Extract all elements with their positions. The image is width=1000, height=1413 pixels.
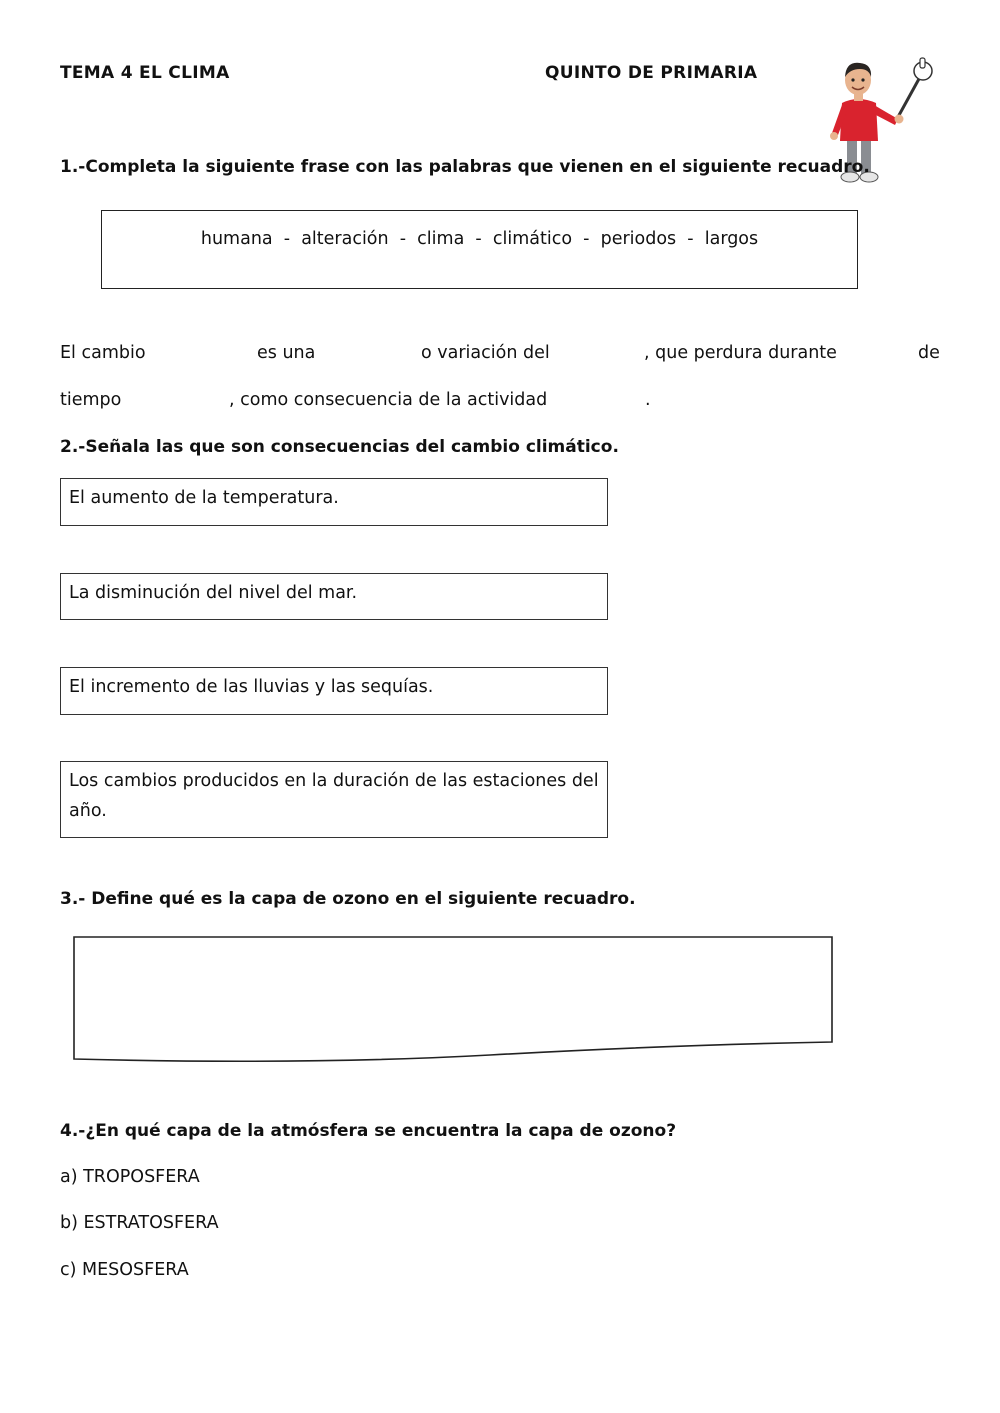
blank-4[interactable] <box>835 343 910 365</box>
answer-option-b[interactable]: b) ESTRATOSFERA <box>60 1213 219 1233</box>
topic-title: TEMA 4 EL CLIMA <box>60 63 230 83</box>
sentence-part-5: de <box>918 343 940 363</box>
blank-2[interactable] <box>320 343 415 365</box>
sentence-part-1: El cambio <box>60 343 146 363</box>
question-2-prompt: 2.-Señala las que son consecuencias del cambio climático. <box>60 437 619 457</box>
sentence-part-6: tiempo <box>60 390 122 410</box>
ozone-definition-answer-box[interactable] <box>70 933 840 1073</box>
word-bank-box <box>101 210 858 289</box>
blank-3[interactable] <box>550 343 640 365</box>
blank-6[interactable] <box>535 390 640 412</box>
sentence-part-2: es una <box>257 343 316 363</box>
answer-option-a[interactable]: a) TROPOSFERA <box>60 1167 200 1187</box>
answer-option-c[interactable]: c) MESOSFERA <box>60 1260 189 1280</box>
blank-1[interactable] <box>150 343 250 365</box>
sentence-part-4: , que perdura durante <box>644 343 837 363</box>
question-3-prompt: 3.- Define qué es la capa de ozono en el siguiente recuadro. <box>60 889 636 909</box>
consequence-option-2[interactable]: La disminución del nivel del mar. <box>60 573 608 620</box>
sentence-part-3: o variación del <box>421 343 550 363</box>
sentence-part-8: . <box>645 390 651 410</box>
sentence-part-7: , como consecuencia de la actividad <box>229 390 548 410</box>
consequence-option-1[interactable]: El aumento de la temperatura. <box>60 478 608 526</box>
consequence-option-3[interactable]: El incremento de las lluvias y las sequías. <box>60 667 608 715</box>
word-bank-text: humana - alteración - clima - climático - periodos - largos <box>200 229 759 249</box>
question-1-prompt: 1.-Completa la siguiente frase con las palabras que vienen en el siguiente recuadro. <box>60 157 870 177</box>
blank-5[interactable] <box>125 390 225 412</box>
question-4-prompt: 4.-¿En qué capa de la atmósfera se encuentra la capa de ozono? <box>60 1121 677 1141</box>
consequence-option-4[interactable]: Los cambios producidos en la duración de las estaciones del año. <box>60 761 608 838</box>
grade-title: QUINTO DE PRIMARIA <box>545 63 758 83</box>
